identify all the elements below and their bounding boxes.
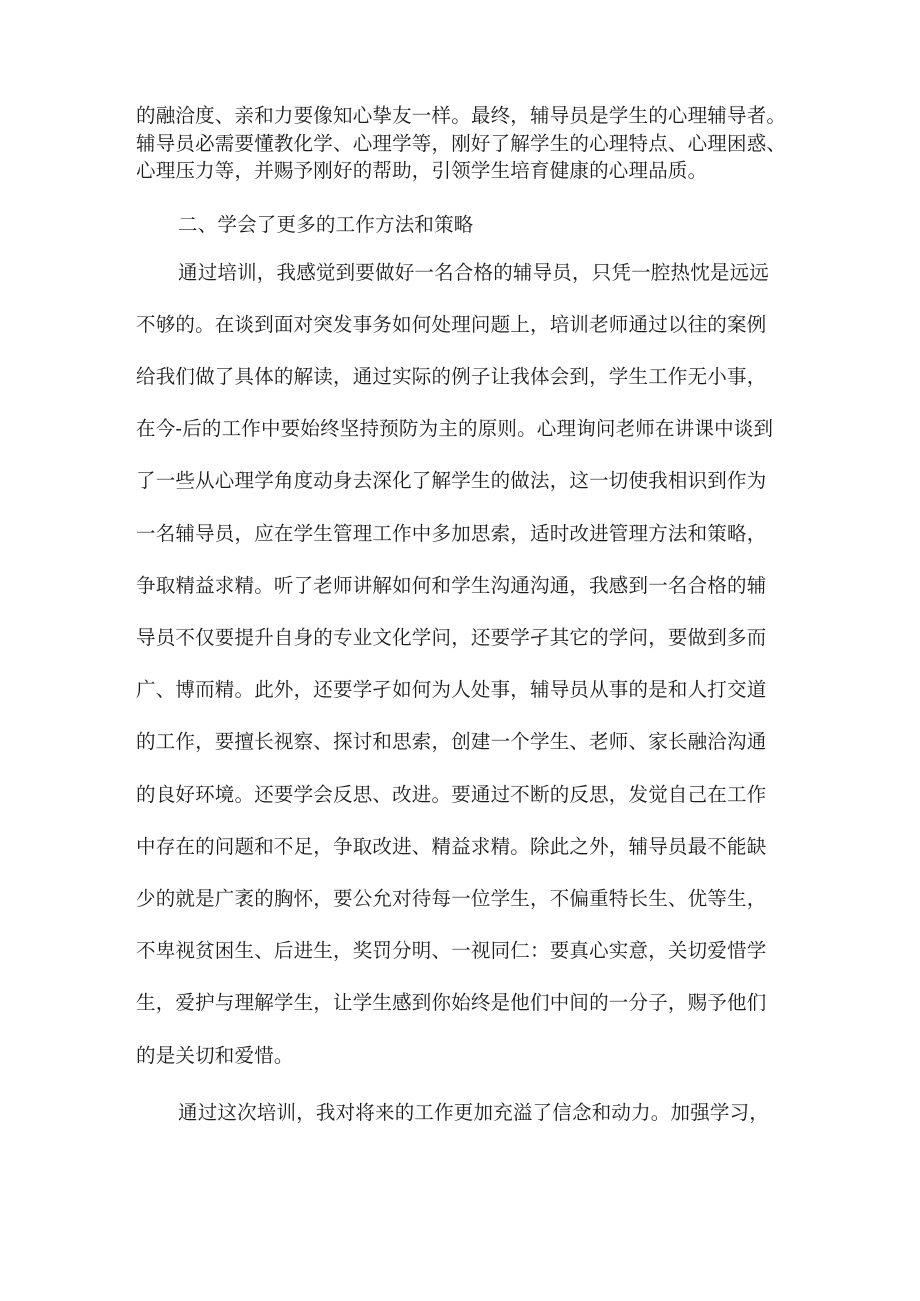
paragraph-line: 心理压力等，并赐予刚好的帮助，引领学生培育健康的心理品质。 bbox=[136, 159, 708, 182]
paragraph-line: 导员不仅要提升自身的专业文化学问，还要学孑其它的学问，要做到多而 bbox=[136, 626, 767, 649]
paragraph-line: 一名辅导员，应在学生管理工作中多加思索，适时改进管理方法和策略， bbox=[136, 522, 767, 545]
paragraph-line: 不卑视贫困生、后进生，奖罚分明、一视同仁：要真心实意，关切爱惜学 bbox=[136, 939, 767, 962]
paragraph-line: 在今-后的工作中要始终坚持预防为主的原则。心理询问老师在讲课中谈到 bbox=[136, 417, 774, 440]
paragraph-line: 不够的。在谈到面对突发事务如何处理问题上，培训老师通过以往的案例 bbox=[136, 313, 767, 336]
paragraph-line: 生，爱护与理解学生，让学生感到你始终是他们中间的一分子，赐予他们 bbox=[136, 991, 767, 1014]
paragraph-line: 辅导员必需要懂教化学、心理学等，刚好了解学生的心理特点、心理困惑、 bbox=[136, 132, 787, 155]
paragraph-line: 的良好环境。还要学会反思、改进。要通过不断的反思，发觉自己在工作 bbox=[136, 783, 767, 806]
paragraph-line: 的工作，要擅长视察、探讨和思索，创建一个学生、老师、家长融洽沟通 bbox=[136, 730, 767, 753]
paragraph-line: 的是关切和爱惜。 bbox=[136, 1044, 294, 1067]
paragraph-line: 通过培训，我感觉到要做好一名合格的辅导员，只凭一腔热忱是远远 bbox=[178, 261, 770, 284]
paragraph-line: 少的就是广袤的胸怀，要公允对待每一位学生，不偏重特长生、优等生， bbox=[136, 887, 767, 910]
section-heading: 二、学会了更多的工作方法和策略 bbox=[178, 213, 474, 236]
paragraph-line: 争取精益求精。听了老师讲解如何和学生沟通沟通，我感到一名合格的辅 bbox=[136, 574, 767, 597]
paragraph-line: 中存在的问题和不足，争取改进、精益求精。除此之外，辅导员最不能缺 bbox=[136, 835, 767, 858]
paragraph-line: 的融洽度、亲和力要像知心挚友一样。最终，辅导员是学生的心理辅导者。 bbox=[136, 104, 787, 127]
paragraph-line: 通过这次培训，我对将来的工作更加充溢了信念和动力。加强学习， bbox=[178, 1101, 770, 1124]
paragraph-line: 广、博而精。此外，还要学孑如何为人处事，辅导员从事的是和人打交道 bbox=[136, 678, 767, 701]
paragraph-line: 了一些从心理学角度动身去深化了解学生的做法，这一切使我相识到作为 bbox=[136, 469, 767, 492]
paragraph-line: 给我们做了具体的解读，通过实际的例子让我体会到，学生工作无小事， bbox=[136, 365, 767, 388]
